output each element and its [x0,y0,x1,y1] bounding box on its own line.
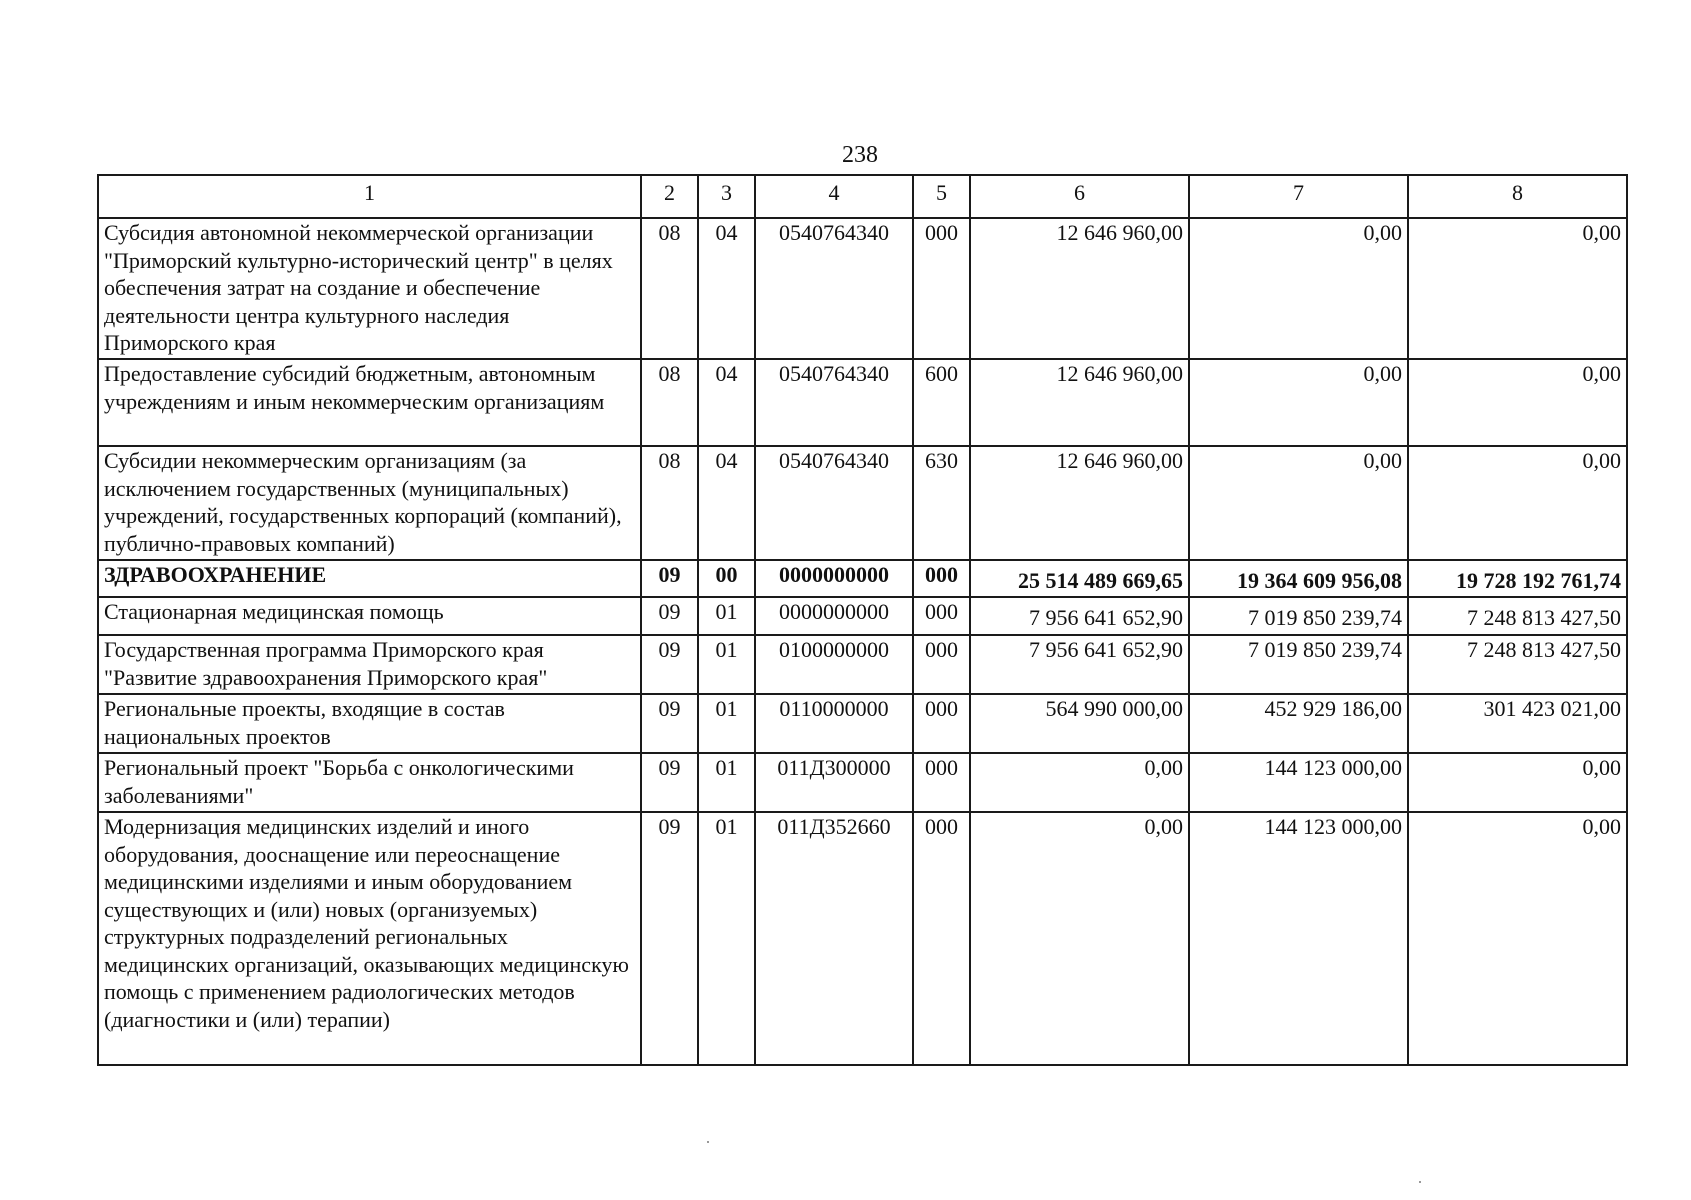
row-name: Региональный проект "Борьба с онкологическими заболеваниями" [98,753,641,812]
subsection-code: 04 [698,218,755,359]
row-name: Предоставление субсидий бюджетным, автономным учреждениям и иным некоммерческим организациям [98,359,641,446]
col-header-4: 4 [755,175,913,218]
amount-year-1: 12 646 960,00 [970,218,1189,359]
column-number-row [98,175,1627,218]
amount-year-1: 7 956 641 652,90 [970,597,1189,635]
expense-type-code: 000 [913,753,970,812]
section-code: 09 [641,597,698,635]
expense-type-code: 600 [913,359,970,446]
subsection-code: 01 [698,753,755,812]
row-name: Субсидии некоммерческим организациям (за исключением государственных (муниципальных) учреждений, государственных корпораций (компаний), публично-правовых компаний) [98,446,641,560]
amount-year-1: 7 956 641 652,90 [970,635,1189,694]
expense-type-code: 000 [913,635,970,694]
table-row [98,446,1627,560]
col-header-2: 2 [641,175,698,218]
amount-year-3: 19 728 192 761,74 [1408,560,1627,597]
amount-year-3: 0,00 [1408,359,1627,446]
subsection-code: 04 [698,359,755,446]
section-code: 09 [641,753,698,812]
table-row [98,359,1627,446]
target-article-code: 0540764340 [755,218,913,359]
amount-year-3: 0,00 [1408,812,1627,1065]
page-number: 238 [842,142,878,168]
amount-year-1: 25 514 489 669,65 [970,560,1189,597]
row-name: Субсидия автономной некоммерческой организации "Приморский культурно-исторический центр" в целях обеспечения затрат на создание и обеспечение деятельности центра культурного наследия Приморского края [98,218,641,359]
target-article-code: 0540764340 [755,446,913,560]
amount-year-2: 0,00 [1189,359,1408,446]
amount-year-2: 452 929 186,00 [1189,694,1408,753]
amount-year-2: 144 123 000,00 [1189,753,1408,812]
table-row [98,812,1627,1065]
amount-year-2: 19 364 609 956,08 [1189,560,1408,597]
amount-year-2: 0,00 [1189,446,1408,560]
target-article-code: 0100000000 [755,635,913,694]
expense-type-code: 000 [913,812,970,1065]
col-header-3: 3 [698,175,755,218]
scan-speck [707,1141,709,1143]
row-name: Модернизация медицинских изделий и иного оборудования, дооснащение или переоснащение медицинскими изделиями и иным оборудованием существующих и (или) новых (организуемых) структурных подразделений региональных медицинских организаций, оказывающих медицинскую помощь с применением радиологических методов (диагностики и (или) терапии) [98,812,641,1065]
target-article-code: 011Д300000 [755,753,913,812]
row-name: Стационарная медицинская помощь [98,597,641,635]
col-header-1: 1 [98,175,641,218]
amount-year-1: 0,00 [970,753,1189,812]
table-row [98,218,1627,359]
scan-speck [1419,1181,1421,1183]
amount-year-3: 301 423 021,00 [1408,694,1627,753]
row-name: Региональные проекты, входящие в состав национальных проектов [98,694,641,753]
section-code: 08 [641,446,698,560]
subsection-code: 00 [698,560,755,597]
col-header-7: 7 [1189,175,1408,218]
section-code: 09 [641,635,698,694]
target-article-code: 011Д352660 [755,812,913,1065]
amount-year-2: 7 019 850 239,74 [1189,635,1408,694]
subsection-code: 01 [698,812,755,1065]
amount-year-3: 0,00 [1408,446,1627,560]
table-row [98,597,1627,635]
subsection-code: 04 [698,446,755,560]
subsection-code: 01 [698,597,755,635]
subsection-code: 01 [698,694,755,753]
amount-year-1: 0,00 [970,812,1189,1065]
table-row [98,635,1627,694]
expense-type-code: 000 [913,560,970,597]
expense-type-code: 000 [913,597,970,635]
amount-year-1: 12 646 960,00 [970,446,1189,560]
section-code: 09 [641,560,698,597]
section-code: 08 [641,218,698,359]
section-code: 08 [641,359,698,446]
amount-year-3: 7 248 813 427,50 [1408,597,1627,635]
row-name: Государственная программа Приморского края "Развитие здравоохранения Приморского края" [98,635,641,694]
table-row [98,753,1627,812]
expense-type-code: 630 [913,446,970,560]
table-row [98,560,1627,597]
col-header-8: 8 [1408,175,1627,218]
section-code: 09 [641,812,698,1065]
amount-year-2: 144 123 000,00 [1189,812,1408,1065]
subsection-code: 01 [698,635,755,694]
amount-year-3: 7 248 813 427,50 [1408,635,1627,694]
amount-year-1: 564 990 000,00 [970,694,1189,753]
budget-table [97,174,1628,1066]
target-article-code: 0540764340 [755,359,913,446]
target-article-code: 0000000000 [755,560,913,597]
amount-year-2: 7 019 850 239,74 [1189,597,1408,635]
target-article-code: 0000000000 [755,597,913,635]
amount-year-3: 0,00 [1408,218,1627,359]
amount-year-2: 0,00 [1189,218,1408,359]
table-row [98,694,1627,753]
col-header-6: 6 [970,175,1189,218]
expense-type-code: 000 [913,694,970,753]
col-header-5: 5 [913,175,970,218]
amount-year-1: 12 646 960,00 [970,359,1189,446]
row-name: ЗДРАВООХРАНЕНИЕ [98,560,641,597]
expense-type-code: 000 [913,218,970,359]
amount-year-3: 0,00 [1408,753,1627,812]
target-article-code: 0110000000 [755,694,913,753]
section-code: 09 [641,694,698,753]
